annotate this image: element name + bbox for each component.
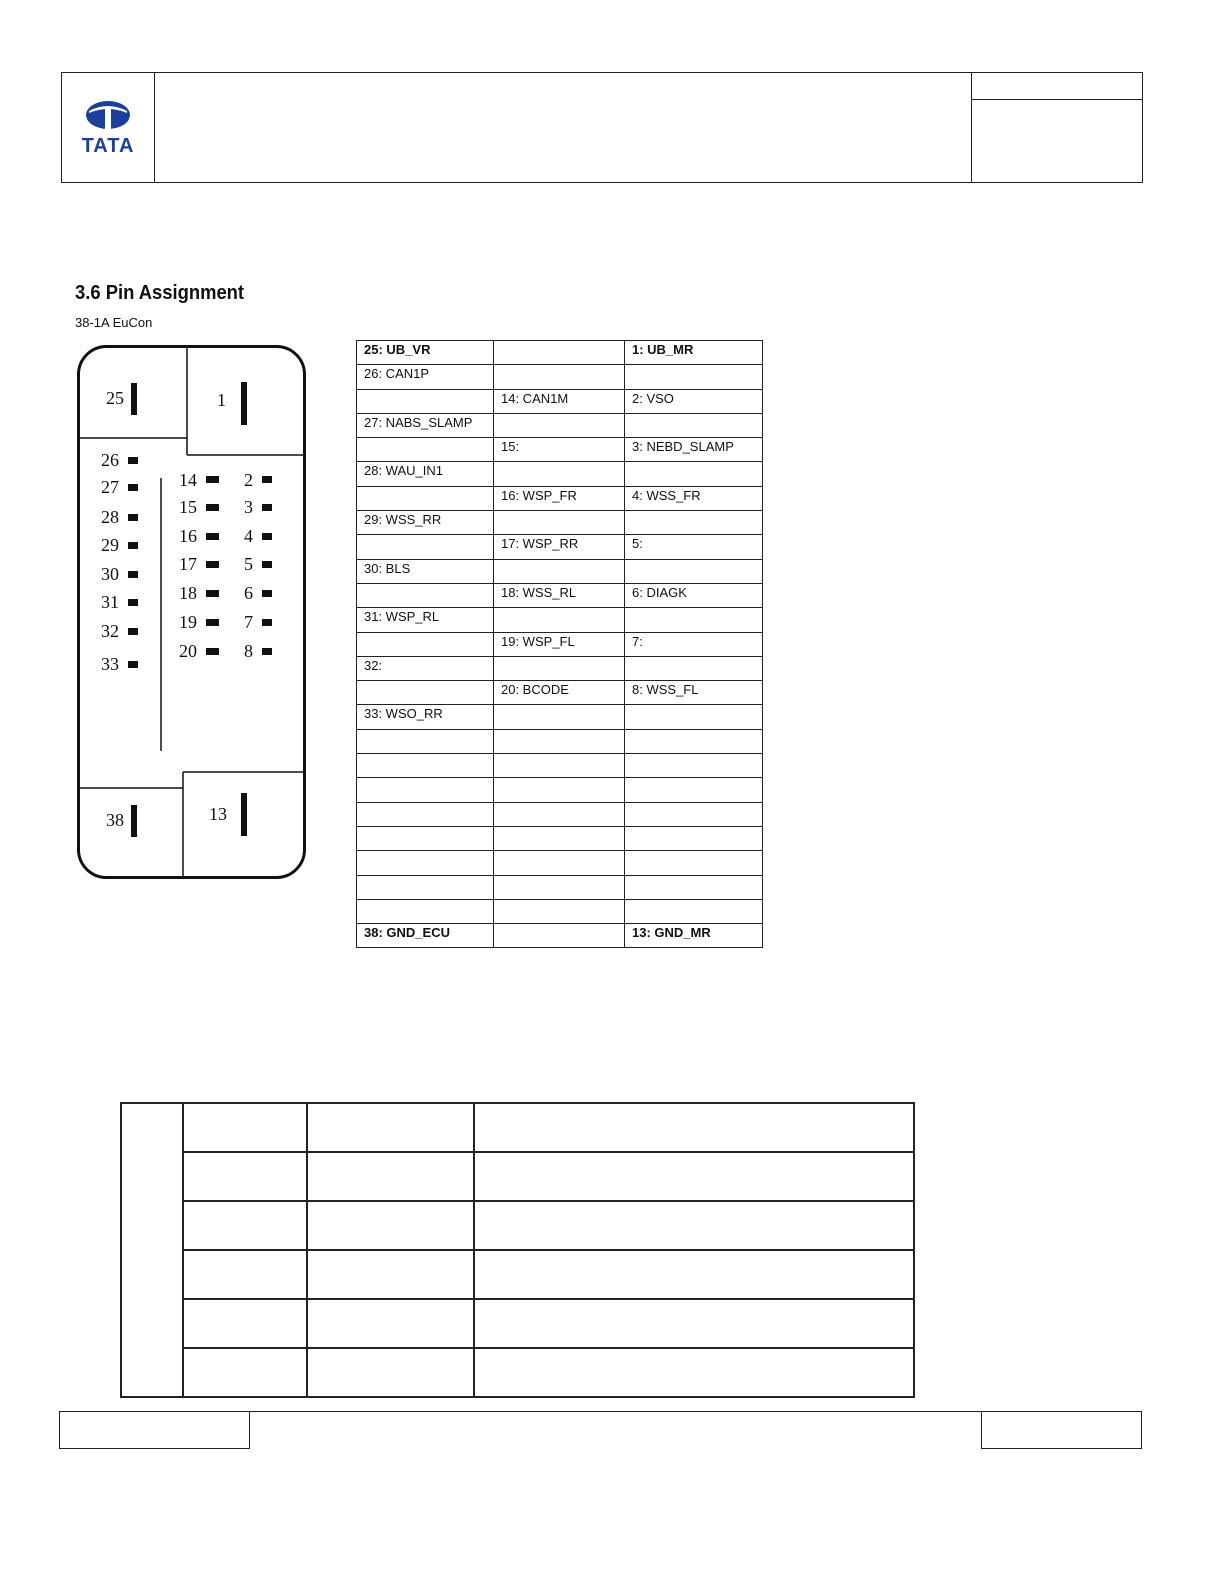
pin-contact xyxy=(128,457,138,464)
table-cell xyxy=(625,511,763,535)
table-cell xyxy=(494,608,625,632)
table-cell: 15: xyxy=(494,438,625,462)
pin-label: 31 xyxy=(101,592,119,612)
table-row xyxy=(357,802,763,826)
table-cell xyxy=(183,1348,307,1397)
table-cell xyxy=(357,632,494,656)
pin-label: 38 xyxy=(106,810,124,830)
pin-label: 20 xyxy=(179,641,197,661)
table-cell: 28: WAU_IN1 xyxy=(357,462,494,486)
table-row xyxy=(357,681,763,705)
table-cell xyxy=(494,511,625,535)
table-cell: 7: xyxy=(625,632,763,656)
table-row xyxy=(357,413,763,437)
table-row xyxy=(357,438,763,462)
table-row xyxy=(357,511,763,535)
pin-label: 17 xyxy=(179,554,197,574)
pin-label: 29 xyxy=(101,535,119,555)
table-cell: 30: BLS xyxy=(357,559,494,583)
logo-text: TATA xyxy=(81,135,135,157)
table-cell xyxy=(494,705,625,729)
table-row xyxy=(357,559,763,583)
table-cell xyxy=(474,1299,914,1348)
pin-contact xyxy=(128,571,138,578)
pin-label: 6 xyxy=(244,583,253,603)
table-row xyxy=(357,729,763,753)
table-cell: 38: GND_ECU xyxy=(357,924,494,948)
table-row xyxy=(357,656,763,680)
table-cell xyxy=(625,729,763,753)
table-cell xyxy=(357,389,494,413)
table-row xyxy=(121,1103,914,1152)
table-cell xyxy=(121,1103,183,1397)
pin-label: 5 xyxy=(244,554,253,574)
table-cell xyxy=(357,583,494,607)
table-cell: 3: NEBD_SLAMP xyxy=(625,438,763,462)
pin-label: 8 xyxy=(244,641,253,661)
table-cell xyxy=(183,1299,307,1348)
pin-label: 26 xyxy=(101,450,119,470)
table-cell xyxy=(357,729,494,753)
footer-right-cell xyxy=(981,1411,1142,1449)
table-cell xyxy=(357,851,494,875)
table-row xyxy=(357,875,763,899)
table-row xyxy=(121,1201,914,1250)
pin-label: 30 xyxy=(101,564,119,584)
table-cell xyxy=(357,778,494,802)
pin-label: 13 xyxy=(209,804,227,824)
table-row xyxy=(357,365,763,389)
table-cell: 5: xyxy=(625,535,763,559)
table-row xyxy=(357,486,763,510)
table-cell: 16: WSP_FR xyxy=(494,486,625,510)
table-cell xyxy=(474,1201,914,1250)
table-cell xyxy=(494,924,625,948)
document-header xyxy=(61,72,1143,183)
table-cell xyxy=(307,1201,474,1250)
table-cell: 26: CAN1P xyxy=(357,365,494,389)
table-cell xyxy=(494,656,625,680)
table-cell: 2: VSO xyxy=(625,389,763,413)
pin-contact xyxy=(262,533,272,540)
table-row xyxy=(357,851,763,875)
table-row xyxy=(357,705,763,729)
table-cell xyxy=(357,438,494,462)
header-info-divider xyxy=(972,99,1142,100)
table-row xyxy=(121,1299,914,1348)
table-cell xyxy=(494,341,625,365)
footer-left-cell xyxy=(59,1411,250,1449)
table-cell xyxy=(494,778,625,802)
table-cell xyxy=(307,1152,474,1201)
pin-contact xyxy=(206,619,219,626)
connector-diagram xyxy=(77,345,306,879)
table-cell xyxy=(625,899,763,923)
pin-label: 15 xyxy=(179,497,197,517)
table-cell: 14: CAN1M xyxy=(494,389,625,413)
table-cell xyxy=(625,559,763,583)
pin-assignment-table xyxy=(356,340,763,948)
table-row xyxy=(357,924,763,948)
table-cell xyxy=(357,826,494,850)
table-cell xyxy=(494,875,625,899)
table-cell: 19: WSP_FL xyxy=(494,632,625,656)
table-cell xyxy=(625,608,763,632)
table-cell: 6: DIAGK xyxy=(625,583,763,607)
table-cell xyxy=(357,486,494,510)
table-cell xyxy=(307,1348,474,1397)
table-row xyxy=(121,1152,914,1201)
table-cell: 27: NABS_SLAMP xyxy=(357,413,494,437)
table-cell xyxy=(307,1299,474,1348)
table-cell xyxy=(494,559,625,583)
pin-label: 3 xyxy=(244,497,253,517)
table-row xyxy=(357,778,763,802)
table-cell xyxy=(357,681,494,705)
header-info-cell xyxy=(971,73,1142,182)
table-row xyxy=(357,535,763,559)
table-cell xyxy=(625,875,763,899)
table-cell xyxy=(494,851,625,875)
pin-label: 18 xyxy=(179,583,197,603)
table-cell xyxy=(357,802,494,826)
table-row xyxy=(357,754,763,778)
table-row xyxy=(357,826,763,850)
table-cell: 32: xyxy=(357,656,494,680)
table-cell xyxy=(357,535,494,559)
table-cell xyxy=(183,1250,307,1299)
pin-contact xyxy=(206,590,219,597)
pin-label: 7 xyxy=(244,612,253,632)
pin-contact xyxy=(262,619,272,626)
pin-contact xyxy=(206,648,219,655)
table-cell: 18: WSS_RL xyxy=(494,583,625,607)
section-title: 3.6 Pin Assignment xyxy=(75,282,245,304)
table-cell xyxy=(494,462,625,486)
table-cell xyxy=(183,1201,307,1250)
table-cell xyxy=(494,729,625,753)
table-cell: 29: WSS_RR xyxy=(357,511,494,535)
pin-label: 2 xyxy=(244,470,253,490)
pin-label: 4 xyxy=(244,526,253,546)
table-cell xyxy=(625,413,763,437)
table-cell xyxy=(625,826,763,850)
table-cell: 17: WSP_RR xyxy=(494,535,625,559)
table-cell: 20: BCODE xyxy=(494,681,625,705)
table-row xyxy=(357,389,763,413)
pin-contact xyxy=(262,504,272,511)
table-row xyxy=(121,1348,914,1397)
table-cell xyxy=(625,802,763,826)
pin-contact xyxy=(131,383,137,415)
table-cell: 1: UB_MR xyxy=(625,341,763,365)
pin-table-body xyxy=(357,341,763,948)
pin-label: 19 xyxy=(179,612,197,632)
table-cell xyxy=(494,413,625,437)
pin-label: 33 xyxy=(101,654,119,674)
table-cell xyxy=(494,365,625,389)
pin-contact xyxy=(262,476,272,483)
pin-contact xyxy=(128,484,138,491)
pin-contact xyxy=(241,793,247,836)
pin-contact xyxy=(262,590,272,597)
table-cell: 33: WSO_RR xyxy=(357,705,494,729)
table-cell: 8: WSS_FL xyxy=(625,681,763,705)
pin-contact xyxy=(206,533,219,540)
table-row xyxy=(357,462,763,486)
table-cell xyxy=(474,1152,914,1201)
pin-contact xyxy=(206,504,219,511)
pin-label: 32 xyxy=(101,621,119,641)
pin-contact xyxy=(262,648,272,655)
table-cell xyxy=(357,754,494,778)
table-cell xyxy=(357,899,494,923)
pin-contact xyxy=(128,628,138,635)
pin-contact xyxy=(206,476,219,483)
logo-cell xyxy=(62,73,155,182)
table-cell xyxy=(494,826,625,850)
pin-contact xyxy=(262,561,272,568)
pin-label: 16 xyxy=(179,526,197,546)
table-cell xyxy=(625,705,763,729)
table-cell xyxy=(494,802,625,826)
table-cell xyxy=(357,875,494,899)
pin-contact xyxy=(128,661,138,668)
table-row xyxy=(357,583,763,607)
table-cell: 25: UB_VR xyxy=(357,341,494,365)
table-cell xyxy=(494,754,625,778)
table-cell xyxy=(183,1152,307,1201)
table-cell xyxy=(625,778,763,802)
table-cell xyxy=(474,1103,914,1152)
table-cell xyxy=(625,851,763,875)
table-cell xyxy=(625,754,763,778)
table-cell xyxy=(307,1250,474,1299)
connector-name: 38-1A EuCon xyxy=(75,315,153,330)
table-cell: 4: WSS_FR xyxy=(625,486,763,510)
table-cell xyxy=(625,462,763,486)
revision-table xyxy=(120,1102,915,1398)
table-cell xyxy=(183,1103,307,1152)
table-cell: 13: GND_MR xyxy=(625,924,763,948)
table-row xyxy=(357,899,763,923)
tata-logo-icon xyxy=(84,99,132,131)
table-cell xyxy=(625,365,763,389)
table-cell xyxy=(625,656,763,680)
table-cell xyxy=(474,1348,914,1397)
pin-contact xyxy=(128,542,138,549)
pin-contact xyxy=(241,382,247,425)
pin-contact xyxy=(128,599,138,606)
pin-contact xyxy=(206,561,219,568)
pin-label: 25 xyxy=(106,388,124,408)
table-row xyxy=(121,1250,914,1299)
pin-label: 14 xyxy=(179,470,197,490)
pin-label: 1 xyxy=(217,390,226,410)
pin-label: 27 xyxy=(101,477,119,497)
table-cell xyxy=(307,1103,474,1152)
pin-contact xyxy=(128,514,138,521)
pin-label: 28 xyxy=(101,507,119,527)
footer-divider xyxy=(250,1411,981,1412)
table-row xyxy=(357,632,763,656)
table-row xyxy=(357,341,763,365)
pin-contact xyxy=(131,805,137,837)
table-row xyxy=(357,608,763,632)
table-cell xyxy=(494,899,625,923)
table-cell xyxy=(474,1250,914,1299)
table-cell: 31: WSP_RL xyxy=(357,608,494,632)
